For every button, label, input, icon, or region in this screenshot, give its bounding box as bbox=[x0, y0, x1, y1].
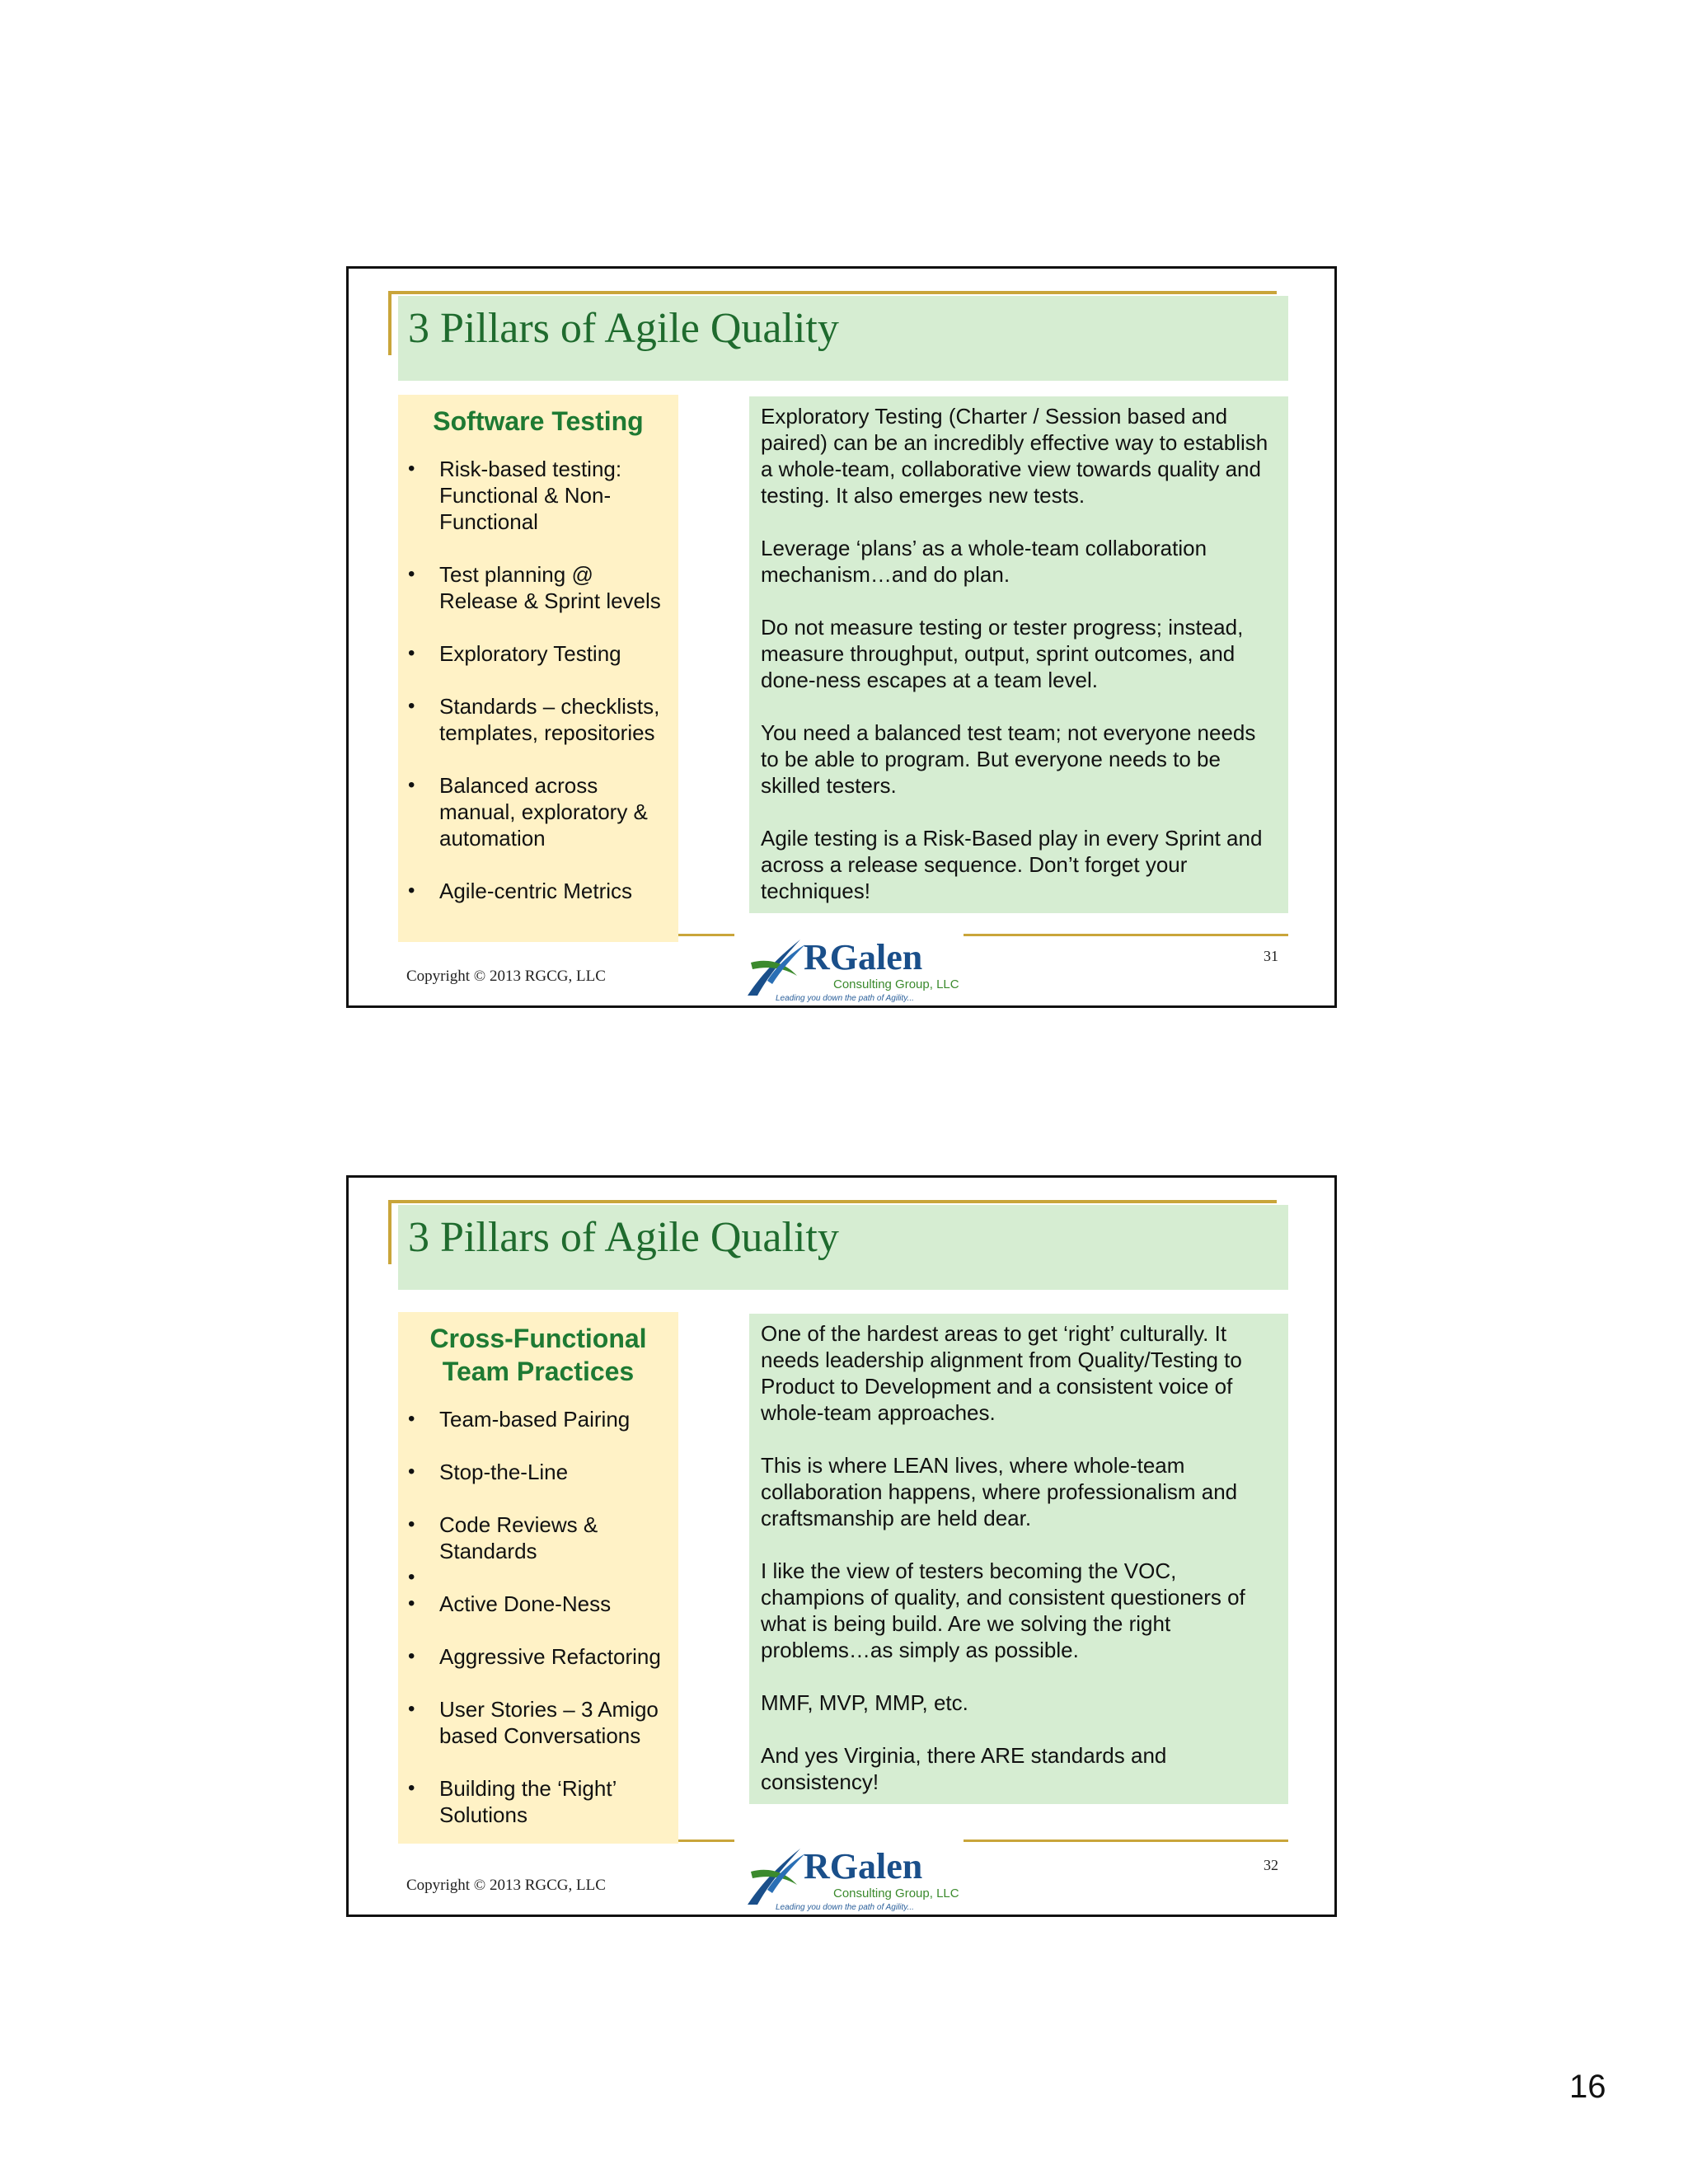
paragraph: And yes Virginia, there ARE standards and consistency! bbox=[761, 1743, 1167, 1794]
bullet-item: • Test planning @ Release & Sprint levels bbox=[408, 561, 668, 614]
paragraph: Leverage ‘plans’ as a whole-team collaboration mechanism…and do plan. bbox=[761, 536, 1207, 587]
bullet-item: • Active Done-Ness bbox=[408, 1591, 668, 1617]
slide-number: 31 bbox=[1264, 948, 1278, 964]
slide-title: 3 Pillars of Agile Quality bbox=[408, 305, 839, 352]
paragraph: MMF, MVP, MMP, etc. bbox=[761, 1690, 968, 1715]
copyright: Copyright © 2013 RGCG, LLC bbox=[406, 1877, 606, 1894]
bullet-item: • Balanced across manual, exploratory & automation bbox=[408, 772, 668, 851]
left-panel-heading: Software Testing bbox=[433, 406, 644, 436]
logo-subtitle: Consulting Group, LLC bbox=[833, 1886, 959, 1900]
paragraph: This is where LEAN lives, where whole-team collaboration happens, where professionalism and craftsmanship are held dear. bbox=[761, 1453, 1238, 1530]
logo-tagline: Leading you down the path of Agility... bbox=[776, 994, 914, 1003]
bullet-item: • Risk-based testing: Functional & Non-Functional bbox=[408, 456, 668, 535]
copyright: Copyright © 2013 RGCG, LLC bbox=[406, 968, 606, 985]
logo-name: RGalen bbox=[804, 937, 923, 977]
slide-31 bbox=[346, 266, 1337, 1008]
left-panel bbox=[398, 395, 678, 942]
bullet-item: • Stop-the-Line bbox=[408, 1459, 668, 1485]
bullet-item: • Building the ‘Right’ Solutions bbox=[408, 1775, 668, 1828]
bullet-list bbox=[408, 456, 668, 904]
slide-32 bbox=[346, 1175, 1337, 1917]
gold-top-rule bbox=[388, 1200, 1277, 1203]
logo-subtitle: Consulting Group, LLC bbox=[833, 977, 959, 991]
gold-bottom-rule-right bbox=[964, 934, 1288, 936]
paragraph: Agile testing is a Risk-Based play in every Sprint and across a release sequence. Don’t forget your techniques! bbox=[761, 826, 1263, 903]
bullet-item: • Exploratory Testing bbox=[408, 640, 668, 667]
paragraph: One of the hardest areas to get ‘right’ culturally. It needs leadership alignment from Quality/Testing to Product to Development and a consistent voice of whole-team approaches. bbox=[761, 1321, 1242, 1425]
paragraph: Exploratory Testing (Charter / Session based and paired) can be an incredibly effective way to establish a whole-team, collaborative view towards quality and testing. It also emerges new tests. bbox=[761, 404, 1268, 508]
bullet-item: • Agile-centric Metrics bbox=[408, 878, 668, 904]
bullet-item: • User Stories – 3 Amigo based Conversations bbox=[408, 1696, 668, 1749]
gold-top-rule bbox=[388, 291, 1277, 294]
gold-bottom-rule-right bbox=[964, 1840, 1288, 1842]
gold-left-rule bbox=[388, 1200, 392, 1264]
bullet-item: • Standards – checklists, templates, repositories bbox=[408, 693, 668, 746]
title-band bbox=[398, 296, 1288, 381]
logo-name: RGalen bbox=[804, 1846, 923, 1886]
left-panel bbox=[398, 1312, 678, 1844]
title-band bbox=[398, 1205, 1288, 1290]
bullet-item-empty bbox=[408, 1564, 668, 1591]
right-panel bbox=[749, 396, 1288, 913]
paragraph: Do not measure testing or tester progress; instead, measure throughput, output, sprint outcomes, and done-ness escapes at a team level. bbox=[761, 615, 1244, 692]
bullet-list bbox=[408, 1406, 668, 1828]
slide-title: 3 Pillars of Agile Quality bbox=[408, 1214, 839, 1261]
bullet-item: • Code Reviews & Standards bbox=[408, 1511, 668, 1564]
gold-bottom-rule-left bbox=[678, 934, 734, 936]
gold-bottom-rule-left bbox=[678, 1840, 734, 1842]
logo-tagline: Leading you down the path of Agility... bbox=[776, 1903, 914, 1912]
right-panel bbox=[749, 1314, 1288, 1804]
rgalen-logo bbox=[743, 935, 959, 1005]
left-panel-heading: Cross-Functional Team Practices bbox=[429, 1324, 647, 1386]
swoosh-logo-icon bbox=[743, 1844, 809, 1910]
slide-number: 32 bbox=[1264, 1857, 1278, 1873]
swoosh-logo-icon bbox=[743, 935, 809, 1001]
paragraph: I like the view of testers becoming the VOC, champions of quality, and consistent questioners of what is being build. Are we solving the right problems…as simply as possible. bbox=[761, 1558, 1245, 1662]
bullet-item: • Aggressive Refactoring bbox=[408, 1643, 668, 1670]
bullet-item: • Team-based Pairing bbox=[408, 1406, 668, 1432]
page-number: 16 bbox=[1569, 2069, 1606, 2105]
paragraph: You need a balanced test team; not everyone needs to be able to program. But everyone needs to be skilled testers. bbox=[761, 720, 1256, 798]
gold-left-rule bbox=[388, 291, 392, 355]
rgalen-logo bbox=[743, 1844, 959, 1915]
